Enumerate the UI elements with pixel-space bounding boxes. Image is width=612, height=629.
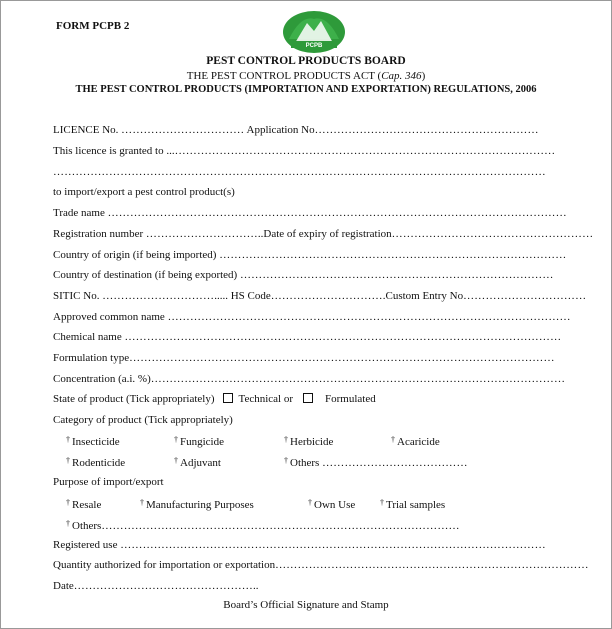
import-export-label: to import/export a pest control product(s): [53, 186, 235, 198]
category-option-others[interactable]: † Others …………………………………: [284, 456, 468, 469]
technical-checkbox[interactable]: [223, 393, 233, 403]
country-origin-field[interactable]: Country of origin (if being imported) …………………………………………………………………………………: [53, 249, 567, 261]
category-option-acaricide[interactable]: † Acaricide: [391, 435, 440, 448]
approved-common-name-field[interactable]: Approved common name ………………………………………………………………………………………………: [53, 311, 571, 323]
form-number: FORM PCPB 2: [56, 20, 130, 32]
tick-icon: †: [284, 456, 288, 465]
tick-icon: †: [66, 519, 70, 528]
category-option-fungicide[interactable]: † Fungicide: [174, 435, 224, 448]
concentration-field[interactable]: Concentration (a.i. %)…………………………………………………………………………………………………: [53, 373, 566, 385]
registration-number-field[interactable]: Registration number …………………………..Date of expiry of registration………………………………………………: [53, 228, 594, 240]
date-field[interactable]: Date…………………………………………..: [53, 580, 259, 592]
signature-stamp-label: Board’s Official Signature and Stamp: [223, 599, 389, 611]
country-destination-field[interactable]: Country of destination (if being exported) …………………………………………………………………………: [53, 269, 554, 281]
purpose-option-trial-samples[interactable]: † Trial samples: [380, 498, 446, 511]
purpose-option-others[interactable]: † Others……………………………………………………………………………………: [66, 519, 460, 532]
act-title: THE PEST CONTROL PRODUCTS ACT (Cap. 346): [186, 70, 426, 82]
tick-icon: †: [66, 435, 70, 444]
chemical-name-field[interactable]: Chemical name ………………………………………………………………………………………………………: [53, 331, 562, 343]
category-option-adjuvant[interactable]: † Adjuvant: [174, 456, 221, 469]
category-option-insecticide[interactable]: † Insecticide: [66, 435, 120, 448]
quantity-authorized-field[interactable]: Quantity authorized for importation or exportation…………………………………………………………………………: [53, 559, 589, 571]
tick-icon: †: [174, 435, 178, 444]
category-option-herbicide[interactable]: † Herbicide: [284, 435, 334, 448]
logo-text: PCPB: [305, 43, 323, 49]
board-title: PEST CONTROL PRODUCTS BOARD: [206, 55, 406, 67]
state-of-product-row: State of product (Tick appropriately) Technical or Formulated: [53, 393, 376, 405]
category-option-rodenticide[interactable]: † Rodenticide: [66, 456, 126, 469]
formulation-type-field[interactable]: Formulation type……………………………………………………………………………………………………: [53, 352, 555, 364]
formulated-checkbox[interactable]: [303, 393, 313, 403]
licence-line[interactable]: LICENCE No. …………………………… Application No……………………………………………………: [53, 124, 539, 136]
trade-name-field[interactable]: Trade name ……………………………………………………………………………………………………………: [53, 207, 567, 219]
registered-use-field[interactable]: Registered use ……………………………………………………………………………………………………: [53, 539, 546, 551]
category-label: Category of product (Tick appropriately): [53, 414, 233, 426]
tick-icon: †: [308, 498, 312, 507]
tick-icon: †: [140, 498, 144, 507]
tick-icon: †: [391, 435, 395, 444]
pcpb-logo: [281, 9, 347, 55]
tick-icon: †: [284, 435, 288, 444]
granted-to-line[interactable]: This licence is granted to ...…………………………………………………………………………………………: [53, 145, 556, 157]
purpose-label: Purpose of import/export: [53, 476, 164, 488]
regulations-title: THE PEST CONTROL PRODUCTS (IMPORTATION AND EXPORTATION) REGULATIONS, 2006: [75, 84, 537, 95]
tick-icon: †: [66, 498, 70, 507]
purpose-option-resale[interactable]: † Resale: [66, 498, 102, 511]
tick-icon: †: [174, 456, 178, 465]
sitic-line[interactable]: SITIC No. …………………………..... HS Code………………………….Custom Entry No……………………………: [53, 290, 587, 302]
granted-to-continuation[interactable]: ……………………………………………………………………………………………………………………: [53, 166, 546, 178]
tick-icon: †: [66, 456, 70, 465]
tick-icon: †: [380, 498, 384, 507]
purpose-option-own-use[interactable]: † Own Use: [308, 498, 356, 511]
purpose-option-manufacturing[interactable]: † Manufacturing Purposes: [140, 498, 254, 511]
